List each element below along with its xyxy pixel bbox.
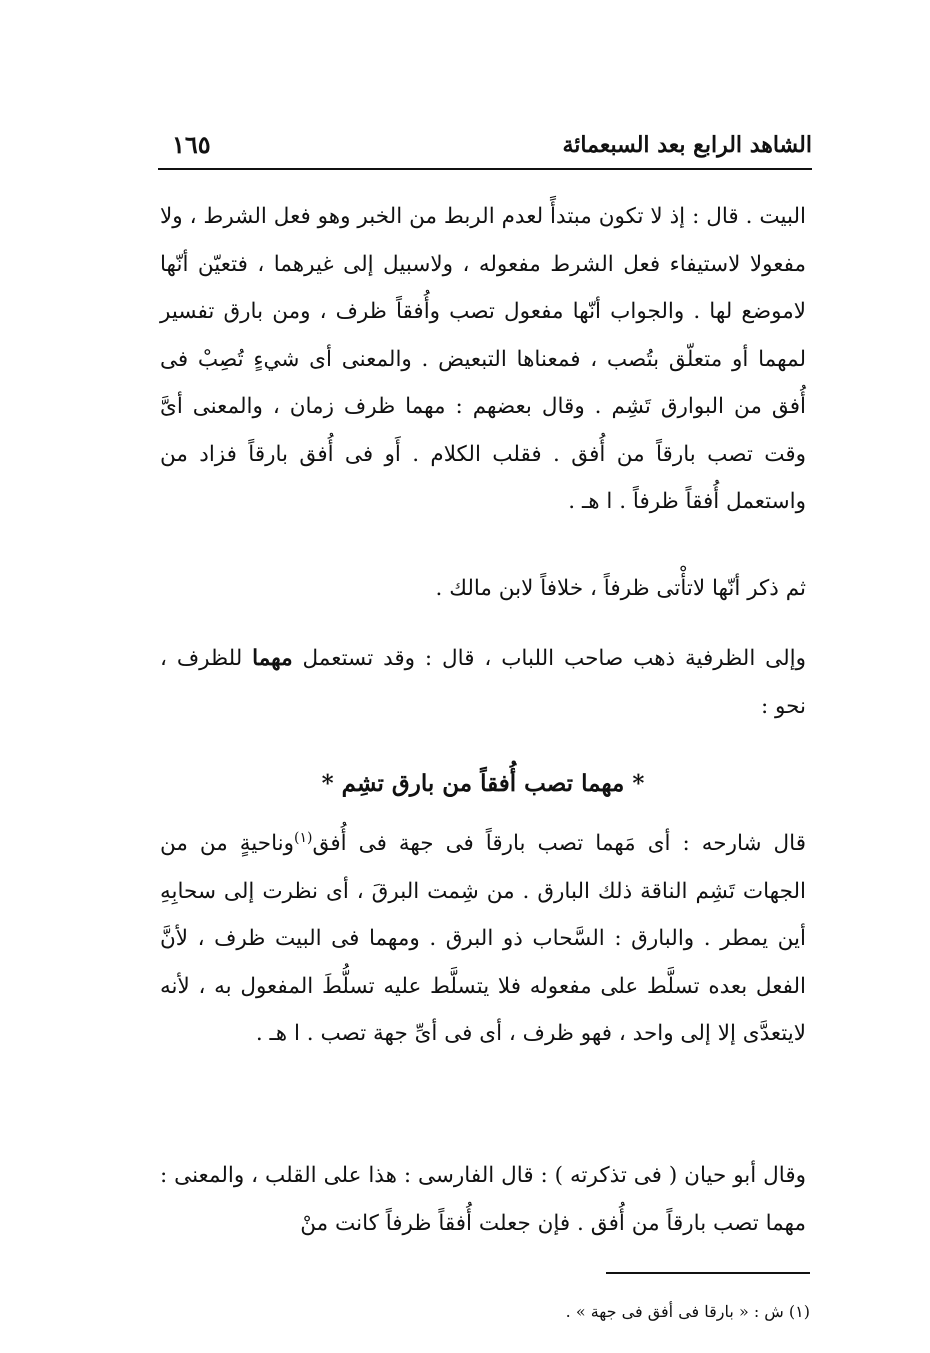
- header-divider: [158, 168, 812, 170]
- paragraph-3-tail: للظرف ، نحو :: [160, 646, 806, 719]
- paragraph-2: ثم ذكر أنّها لاتأْتى ظرفاً ، خلافاً لابن مالك .: [435, 576, 806, 601]
- page-header: [158, 128, 812, 168]
- paragraph-1: البيت . قال : إذ لا تكون مبتدأً لعدم الربط من الخبر وهو فعل الشرط ، ولا مفعولا لاستيفاء فعل الشرط مفعوله ، ولاسبيل إلى غيرهما ، فتعيّن أنّها لاموضع لها . والجواب أنّها مفعول تصب وأُفقاً ظرف ، ومن بارق تفسير لمهما أو متعلّق بتُصب ، فمعناها التبعيض . والمعنى أى شيءٍ تُصِبْ فى أُفق من البوارق تَشِم . وقال بعضهم : مهما ظرف زمان ، والمعنى أىَّ وقت تصب بارقاً من أُفق . فقلب الكلام . أَو فى أُفق بارقاً فزاد من واستعمل أُفقاً ظرفاً . ا هـ .: [160, 204, 806, 514]
- paragraph-5: وقال أبو حيان ( فى تذكرته ) : قال الفارسى : هذا على القلب ، والمعنى : مهما تصب بارقاً من أُفق . فإن جعلت أُفقاً ظرفاً كانت منْ: [160, 1163, 806, 1236]
- paragraph-4-lead: قال شارحه : أى مَهما تصب بارقاً فى جهة فى أُفق: [312, 831, 806, 856]
- paragraph-3-lead: وإلى الظرفية ذهب صاحب اللباب ، قال : وقد تستعمل: [302, 646, 807, 671]
- page-number: ١٦٥: [172, 130, 211, 159]
- running-title: الشاهد الرابع بعد السبعمائة: [562, 132, 812, 158]
- footnote: (١) ش : « بارقا فى أفق فى جهة » .: [565, 1302, 810, 1321]
- paragraph-4: [160, 820, 806, 1058]
- footnote-divider: [606, 1272, 810, 1274]
- verse-line: * مهما تصب أُفقاً من بارق تشِم *: [321, 770, 645, 797]
- footnote-reference: (١): [294, 829, 313, 846]
- paragraph-4-tail: وناحيةٍ من من الجهات تَشِم الناقة ذلك البارق . من شِمت البرقَ ، أى نظرت إلى سحابِهِ أين يمطر . والبارق : السَّحاب ذو البرق . ومهما فى البيت ظرف ، لأنَّ الفعل بعده تسلَّط على مفعوله فلا يتسلَّط عليه تسلُّطَ المفعول به ، لأنه لايتعدَّى إلا إلى واحد ، فهو ظرف ، أى فى أىِّ جهة تصب . ا هـ .: [160, 831, 806, 1046]
- paragraph-3-bold-term: مهما: [252, 646, 293, 671]
- paragraph-3: [160, 635, 806, 730]
